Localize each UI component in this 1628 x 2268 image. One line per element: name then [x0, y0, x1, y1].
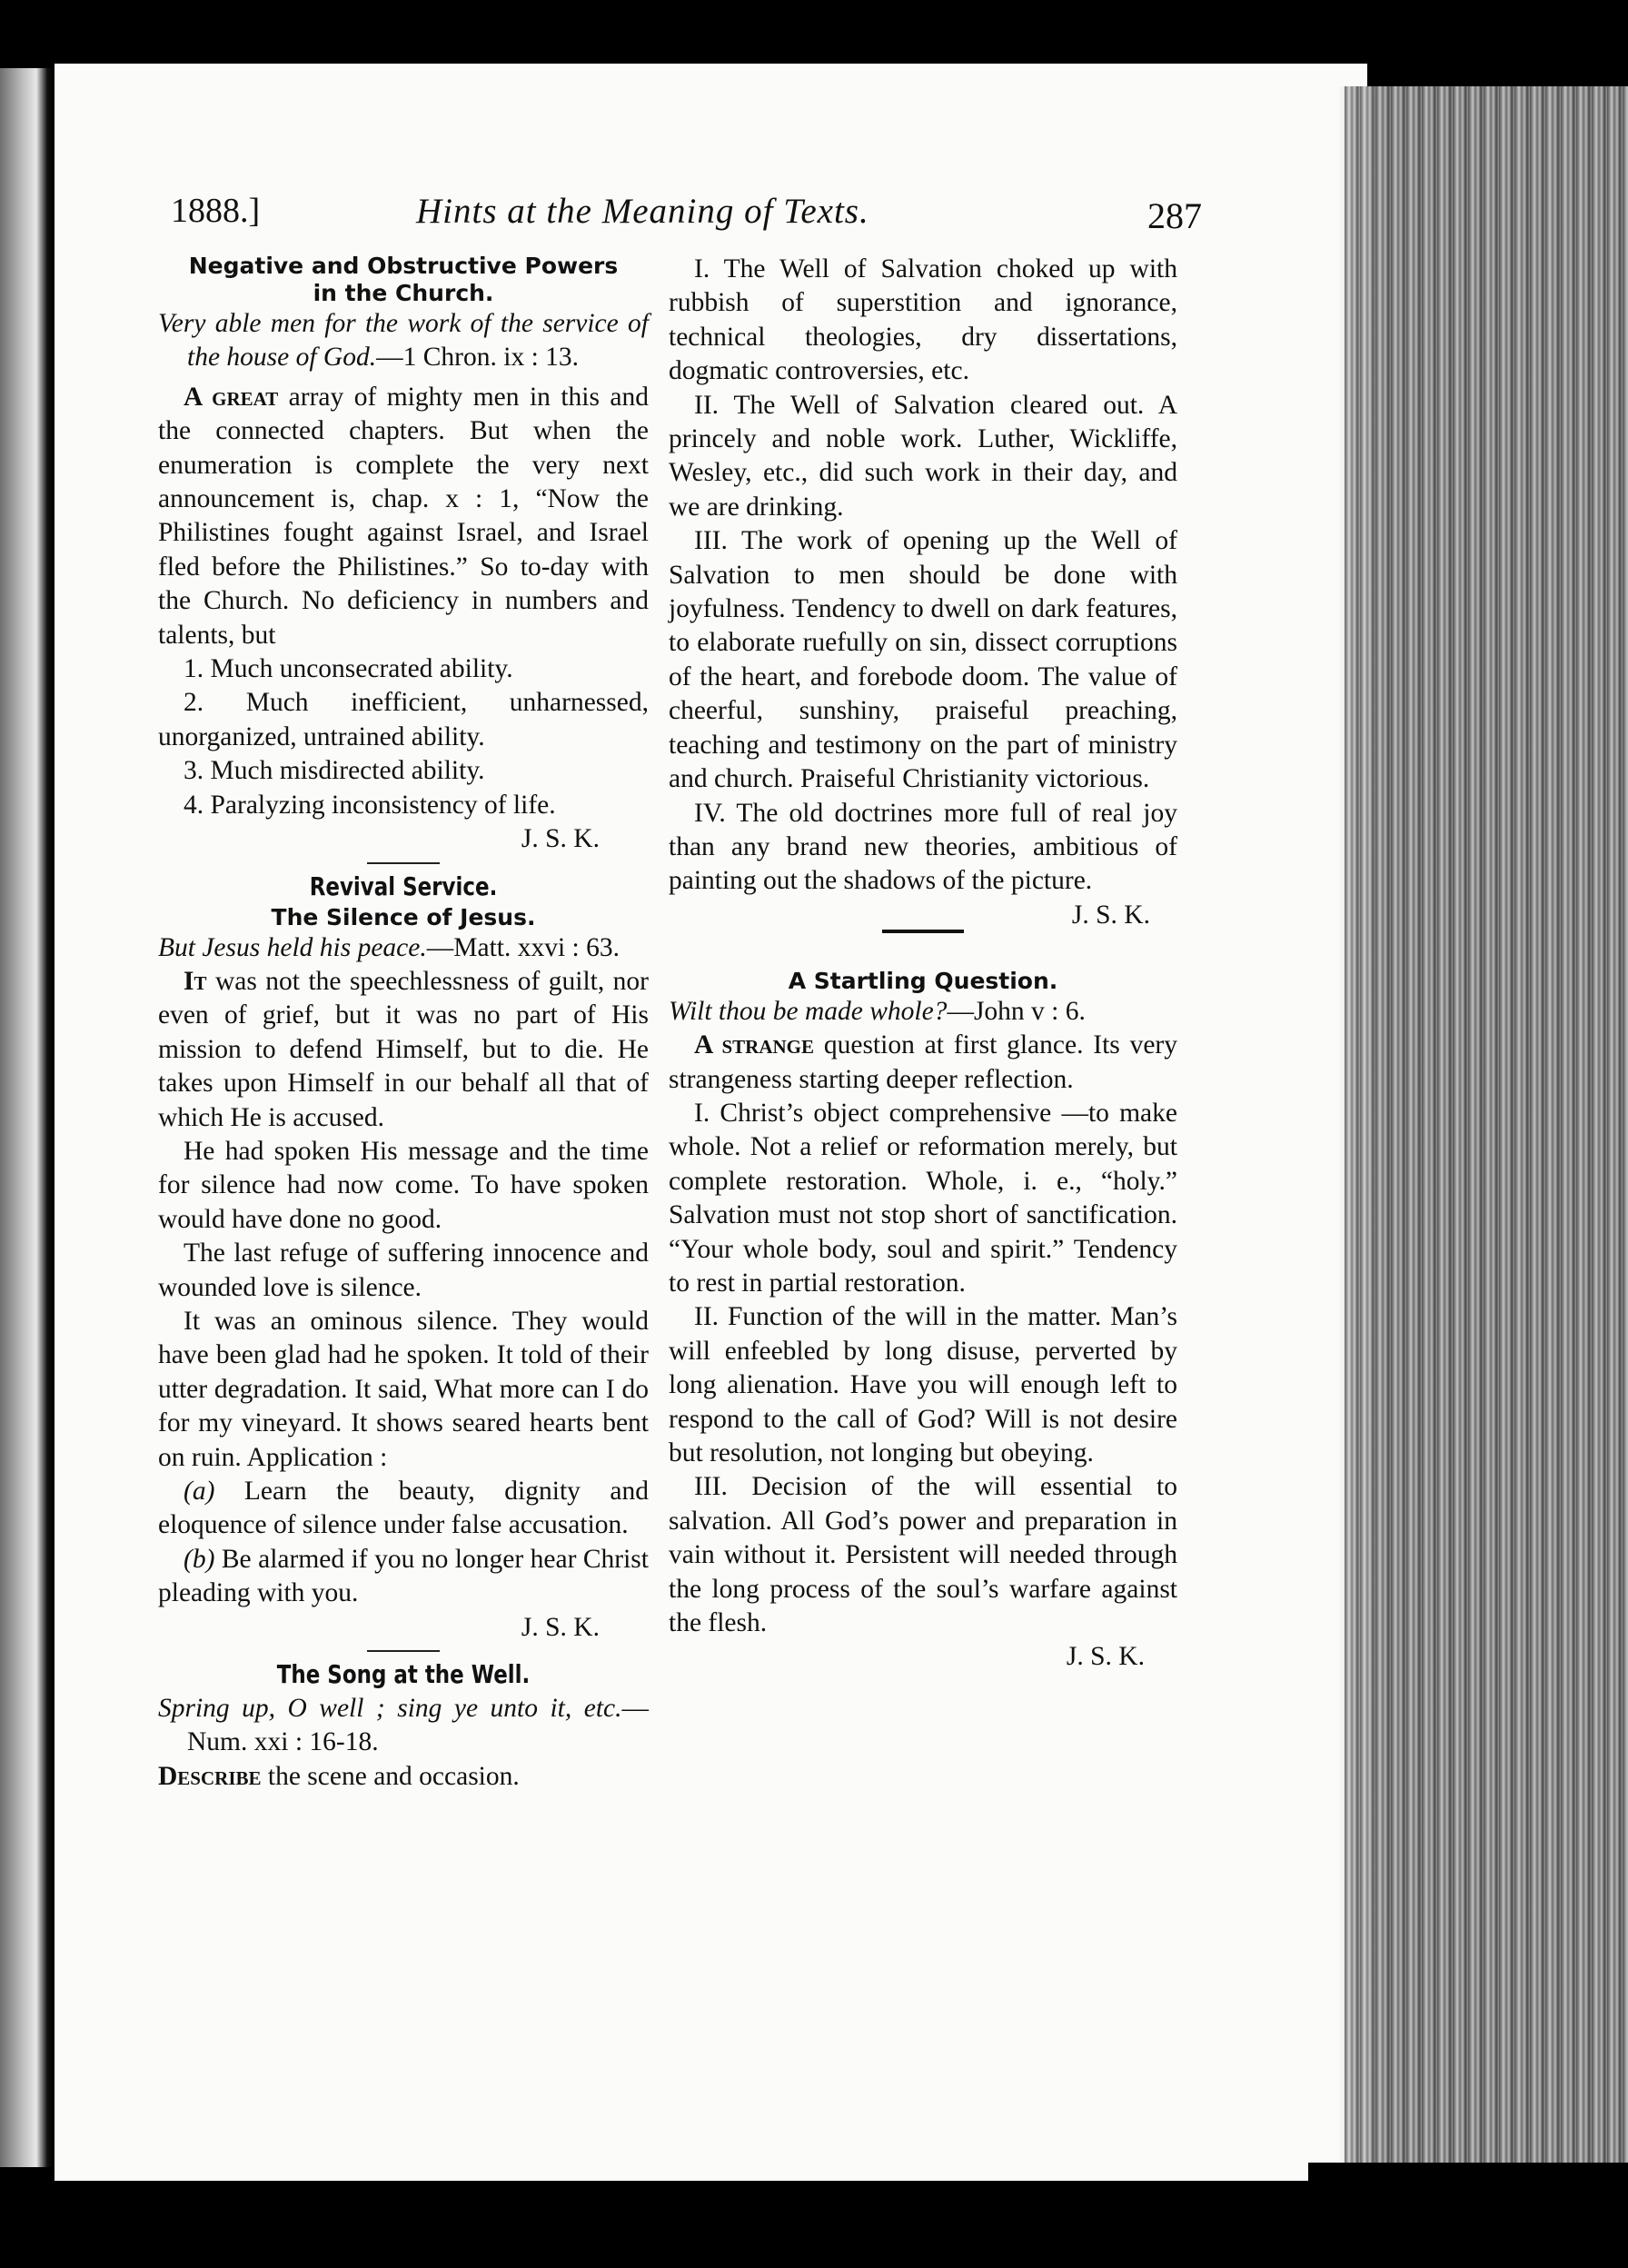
background-corner: [1308, 2163, 1628, 2268]
scripture-text: [669, 995, 1177, 1029]
scripture-reference: —Matt. xxvi : 63.: [426, 932, 620, 962]
paragraph: It was an ominous silence. They would have been glad had he spoken. It told of their utter degradation. It said, What more can I do for my vineyard. It shows seared hearts bent on ruin. Application :: [158, 1306, 649, 1472]
section-divider: [367, 862, 440, 864]
paragraph-lead: A strange: [694, 1030, 815, 1060]
list-item: 4. Paralyzing inconsistency of life.: [184, 790, 556, 820]
paragraph: [158, 965, 649, 1135]
scripture-quote: Spring up, O well ; sing ye unto it, etc.: [158, 1694, 622, 1724]
category-heading: Revival Service.: [309, 870, 498, 901]
scripture-quote: Wilt thou be made whole?: [669, 996, 948, 1026]
paragraph-body: was not the speechlessness of guilt, nor even of grief, but it was no part of His mission to defend Himself, but to die. He takes upon Himself in our behalf all that of which He is accused.: [158, 966, 649, 1132]
adjacent-page-edge: [0, 68, 53, 2167]
scripture-text: [158, 307, 649, 375]
right-column: [669, 253, 1177, 1675]
paragraph: III. Decision of the will essential to salvation. All God’s power and preparation in vain without it. Persistent will needed through the long process of the soul’s warfare against the flesh.: [669, 1472, 1177, 1638]
paragraph: [669, 1029, 1177, 1097]
scripture-text: [158, 931, 649, 965]
paragraph: I. Christ’s object comprehensive —to make whole. Not a relief or reformation merely, but complete restoration. Whole, i. e., “holy.” Salvation must not stop short of sanctification. “Your whole body, soul and spirit.” Tendency to rest in partial restoration.: [669, 1098, 1177, 1298]
paragraph-lead: It: [184, 966, 207, 996]
paragraph: III. The work of opening up the Well of Salvation to men should be done with joyfulness. Tendency to dwell on dark features, to elaborate ruefully on sin, dissect corruptions of the heart, and forebode doom. The value of cheerful, sunshiny, praiseful preaching, teaching and testimony on the part of ministry and church. Praiseful Christianity victorious.: [669, 526, 1177, 794]
signature: J. S. K.: [521, 1612, 600, 1642]
list-item: 3. Much misdirected ability.: [184, 756, 485, 786]
running-head: [171, 191, 1202, 245]
paragraph: [158, 1760, 649, 1794]
item-label: (b): [184, 1544, 215, 1574]
paragraph: The last refuge of suffering innocence and wounded love is silence.: [158, 1238, 649, 1302]
list-item: 1. Much unconsecrated ability.: [184, 654, 513, 684]
paragraph-body: IV. The old doctrines more full of real joy than any brand new theories, ambitious of painting out the shadows of the picture.: [669, 798, 1177, 896]
scripture-reference: —Num. xxi : 16-18.: [187, 1694, 649, 1757]
section-heading: Negative and Obstructive Powers: [188, 253, 619, 279]
paragraph: [158, 1543, 649, 1611]
paragraph-body: question at first glance. Its very strangeness starting deeper reflection.: [669, 1030, 1178, 1094]
section-heading: A Startling Question.: [788, 967, 1058, 994]
signature: J. S. K.: [1071, 900, 1150, 930]
paragraph: He had spoken His message and the time for silence had now come. To have spoken would have done no good.: [158, 1136, 649, 1234]
scripture-quote: But Jesus held his peace.: [158, 932, 427, 962]
page-number: 287: [1147, 195, 1202, 236]
section-heading-cont: in the Church.: [313, 280, 494, 306]
item-label: (a): [184, 1477, 215, 1506]
left-column: [158, 253, 649, 1794]
paragraph: I. The Well of Salvation choked up with rubbish of superstition and ignorance, technical theologies, dry dissertations, dogmatic controversies, etc.: [669, 254, 1177, 386]
scripture-reference: —1 Chron. ix : 13.: [376, 343, 580, 373]
book-fore-edge: [1345, 86, 1628, 2176]
paragraph-lead: A great: [184, 382, 279, 412]
paragraph-lead: Describe: [158, 1761, 262, 1791]
section-divider: [882, 930, 964, 933]
list-item: 2. Much inefficient, unharnessed, unorganized, untrained ability.: [158, 688, 649, 751]
section-divider: [367, 1650, 440, 1652]
scripture-quote: Very able men for the work of the service of the house of God.: [158, 309, 649, 373]
scripture-reference: —John v : 6.: [947, 996, 1086, 1026]
paragraph: [669, 797, 1177, 930]
signature: J. S. K.: [521, 824, 600, 854]
paragraph: [158, 1475, 649, 1543]
running-head-title: Hints at the Meaning of Texts.: [416, 192, 869, 231]
item-text: Be alarmed if you no longer hear Christ pleading with you.: [158, 1544, 649, 1608]
signature: J. S. K.: [1066, 1642, 1145, 1672]
paragraph-body: array of mighty men in this and the connected chapters. But when the enumeration is complete the very next announcement is, chap. x : 1, “Now the Philistines fought against Israel, and Israel fled before the Philistines.” So to-day with the Church. No deficiency in numbers and talents, but: [158, 382, 649, 650]
item-text: Learn the beauty, dignity and eloquence of silence under false accusation.: [158, 1477, 649, 1540]
paragraph: [158, 381, 649, 652]
running-head-year: 1888.]: [171, 192, 261, 230]
section-heading: The Silence of Jesus.: [271, 903, 536, 930]
paragraph: II. Function of the will in the matter. Man’s will enfeebled by long disuse, perverted by long alienation. Have you will enough left to respond to the call of God? Will is not desire but resolution, not longing but obeying.: [669, 1302, 1177, 1467]
section-heading: The Song at the Well.: [276, 1659, 531, 1690]
paragraph: II. The Well of Salvation cleared out. A princely and noble work. Luther, Wickliffe, Wesley, etc., did such work in their day, and we are drinking.: [669, 390, 1177, 522]
scripture-text: [158, 1692, 649, 1760]
paragraph-body: the scene and occasion.: [261, 1761, 520, 1791]
